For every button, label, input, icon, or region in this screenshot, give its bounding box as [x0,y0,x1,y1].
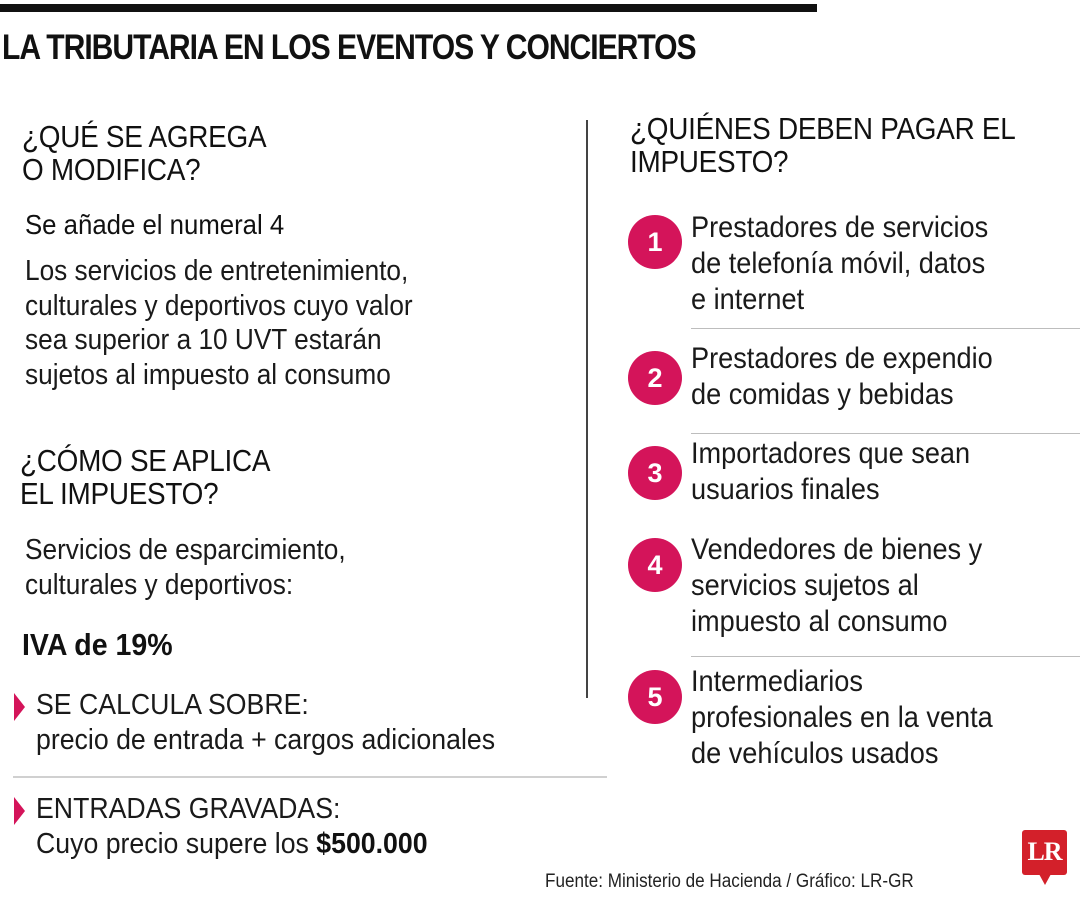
list-item-text [691,210,988,318]
number-badge: 5 [628,670,682,724]
divider [691,328,1080,329]
heading-line: ¿CÓMO SE APLICA [20,443,271,478]
item-line: usuarios finales [691,473,880,506]
item-line: de vehículos usados [691,737,939,770]
lr-logo-icon [1022,830,1067,875]
divider [691,656,1080,657]
body-line: sujetos al impuesto al consumo [25,358,391,391]
divider [13,776,607,778]
point-detail: Cuyo precio supere los [36,828,317,860]
body-line: culturales y deportivos: [25,568,294,601]
heading-line: ¿QUÉ SE AGREGA [22,119,267,154]
iva-rate: IVA de 19% [22,627,173,662]
item-line: Vendedores de bienes y [691,533,983,566]
point-text [36,688,495,758]
triangle-bullet-icon [14,693,25,721]
section-body [25,533,346,602]
item-line: Importadores que sean [691,437,971,470]
section-heading [22,120,266,186]
price-threshold: $500.000 [316,828,428,860]
section-body [25,254,413,392]
body-line: Los servicios de entretenimiento, [25,255,409,287]
item-line: profesionales en la venta [691,701,993,734]
section-heading-quienes [630,112,1016,178]
page-title: LA TRIBUTARIA EN LOS EVENTOS Y CONCIERTOS [2,28,696,67]
top-rule [0,4,817,12]
heading-line: IMPUESTO? [630,144,789,179]
heading-line: EL IMPUESTO? [20,476,219,511]
divider [691,433,1080,434]
list-item-text [691,436,970,508]
point-label: ENTRADAS GRAVADAS: [36,793,341,825]
item-line: servicios sujetos al [691,569,919,602]
section-subheading: Se añade el numeral 4 [25,209,285,240]
item-line: Intermediarios [691,665,863,698]
number-badge: 4 [628,538,682,592]
heading-line: ¿QUIÉNES DEBEN PAGAR EL [630,111,1016,146]
item-line: Prestadores de servicios [691,211,989,244]
column-divider [586,120,588,698]
number-badge: 3 [628,446,682,500]
list-item-text [691,664,993,772]
item-line: Prestadores de expendio [691,342,993,375]
body-line: sea superior a 10 UVT estarán [25,324,382,356]
list-item-text [691,532,982,640]
list-item-text [691,341,993,413]
item-line: de telefonía móvil, datos [691,247,986,280]
point-label: SE CALCULA SOBRE: [36,689,309,721]
item-line: de comidas y bebidas [691,378,954,411]
section-heading [20,444,270,510]
body-line: culturales y deportivos cuyo valor [25,289,413,322]
item-line: impuesto al consumo [691,605,948,638]
heading-line: O MODIFICA? [22,152,201,187]
logo-text: LR [1027,837,1062,866]
number-badge: 1 [628,215,682,269]
body-line: Servicios de esparcimiento, [25,534,346,566]
point-detail: precio de entrada + cargos adicionales [36,724,496,756]
source-credit: Fuente: Ministerio de Hacienda / Gráfico: LR-GR [545,871,914,892]
triangle-bullet-icon [14,797,25,825]
point-text [36,792,428,862]
item-line: e internet [691,283,805,316]
number-badge: 2 [628,351,682,405]
